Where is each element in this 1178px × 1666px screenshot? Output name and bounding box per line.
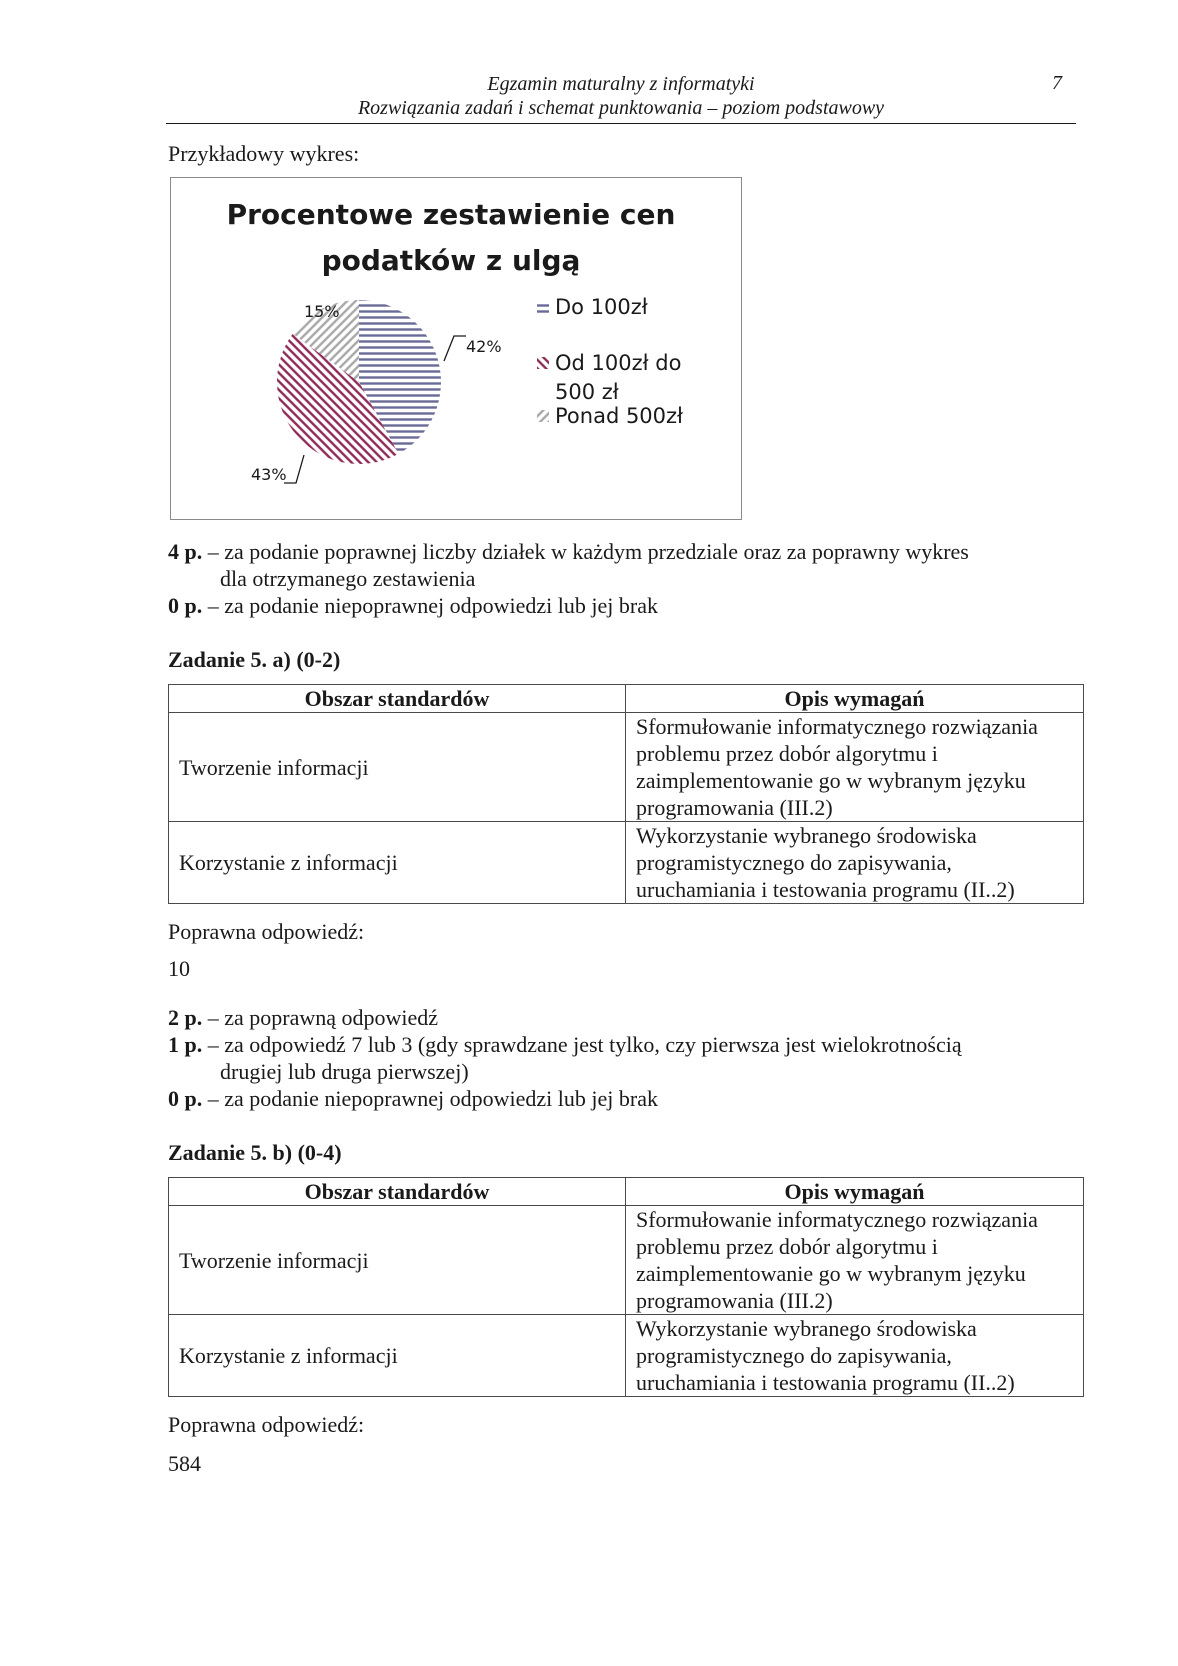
answer-value: 584 bbox=[168, 1451, 201, 1476]
scoring-line bbox=[168, 538, 969, 565]
legend-label: 500 zł bbox=[555, 380, 619, 404]
legend-label: Ponad 500zł bbox=[555, 404, 684, 428]
legend-label: Do 100zł bbox=[555, 295, 648, 319]
scoring-line bbox=[168, 1085, 658, 1112]
scoring-continuation: drugiej lub druga pierwszej) bbox=[220, 1059, 469, 1084]
table-cell: Wykorzystanie wybranego środowiska programistycznego do zapisywania, uruchamiania i testowania programu (II..2) bbox=[626, 1315, 1084, 1397]
scoring-text: – za podanie niepoprawnej odpowiedzi lub jej brak bbox=[202, 1086, 658, 1111]
data-label: 43% bbox=[251, 465, 287, 484]
answer-value: 10 bbox=[168, 956, 190, 981]
table-cell: Wykorzystanie wybranego środowiska programistycznego do zapisywania, uruchamiania i testowania programu (II..2) bbox=[626, 822, 1084, 904]
data-label-leader-line bbox=[284, 455, 304, 483]
table-header-cell: Opis wymagań bbox=[626, 1178, 1084, 1206]
data-label: 15% bbox=[304, 302, 340, 321]
points: 2 p. bbox=[168, 1005, 203, 1030]
points: 0 p. bbox=[168, 593, 203, 618]
table-cell: Korzystanie z informacji bbox=[169, 822, 626, 904]
chart-title-line-1: Procentowe zestawienie cen bbox=[226, 198, 676, 231]
table-row bbox=[169, 822, 1084, 904]
table-cell: Sformułowanie informatycznego rozwiązania problemu przez dobór algorytmu i zaimplementowanie go w wybranym języku programowania (III.2) bbox=[626, 1206, 1084, 1315]
table-header-cell: Opis wymagań bbox=[626, 685, 1084, 713]
points: 4 p. bbox=[168, 539, 203, 564]
task-heading: Zadanie 5. b) (0-4) bbox=[168, 1140, 342, 1165]
standards-table bbox=[168, 1177, 1084, 1397]
chart-intro: Przykładowy wykres: bbox=[168, 141, 360, 166]
scoring-text: – za poprawną odpowiedź bbox=[202, 1005, 439, 1030]
legend-label: Od 100zł do bbox=[555, 351, 682, 375]
task-heading: Zadanie 5. a) (0-2) bbox=[168, 647, 341, 672]
standards-table bbox=[168, 684, 1084, 904]
pie-chart-svg bbox=[171, 178, 741, 518]
scoring-line bbox=[168, 592, 658, 619]
table-cell: Sformułowanie informatycznego rozwiązania problemu przez dobór algorytmu i zaimplementowanie go w wybranym języku programowania (III.2) bbox=[626, 713, 1084, 822]
scoring-text: – za podanie niepoprawnej odpowiedzi lub jej brak bbox=[202, 593, 658, 618]
scoring-text: – za odpowiedź 7 lub 3 (gdy sprawdzane jest tylko, czy pierwsza jest wielokrotnością bbox=[202, 1032, 962, 1057]
table-header-cell: Obszar standardów bbox=[169, 1178, 626, 1206]
table-row bbox=[169, 1206, 1084, 1315]
header-exam-title: Egzamin maturalny z informatyki bbox=[487, 73, 755, 95]
scoring-line bbox=[168, 1004, 438, 1031]
table-row bbox=[169, 713, 1084, 822]
points: 1 p. bbox=[168, 1032, 203, 1057]
table-header-cell: Obszar standardów bbox=[169, 685, 626, 713]
table-header-row bbox=[169, 1178, 1084, 1206]
answer-label: Poprawna odpowiedź: bbox=[168, 919, 365, 944]
legend-swatch bbox=[537, 301, 549, 313]
scoring-continuation: dla otrzymanego zestawienia bbox=[220, 566, 476, 591]
header-divider bbox=[166, 123, 1076, 124]
legend-swatch bbox=[537, 410, 549, 422]
pie-chart bbox=[170, 177, 742, 520]
page-number: 7 bbox=[1052, 72, 1062, 94]
table-cell: Korzystanie z informacji bbox=[169, 1315, 626, 1397]
data-label: 42% bbox=[466, 337, 502, 356]
points: 0 p. bbox=[168, 1086, 203, 1111]
table-cell: Tworzenie informacji bbox=[169, 1206, 626, 1315]
scoring-line bbox=[168, 1031, 962, 1058]
header-subtitle: Rozwiązania zadań i schemat punktowania – poziom podstawowy bbox=[357, 97, 885, 119]
table-header-row bbox=[169, 685, 1084, 713]
answer-label: Poprawna odpowiedź: bbox=[168, 1412, 365, 1437]
table-row bbox=[169, 1315, 1084, 1397]
legend-swatch bbox=[537, 357, 549, 369]
table-cell: Tworzenie informacji bbox=[169, 713, 626, 822]
chart-title-line-2: podatków z ulgą bbox=[321, 244, 581, 277]
data-label-leader-line bbox=[444, 336, 466, 361]
scoring-text: – za podanie poprawnej liczby działek w każdym przedziale oraz za poprawny wykres bbox=[202, 539, 969, 564]
